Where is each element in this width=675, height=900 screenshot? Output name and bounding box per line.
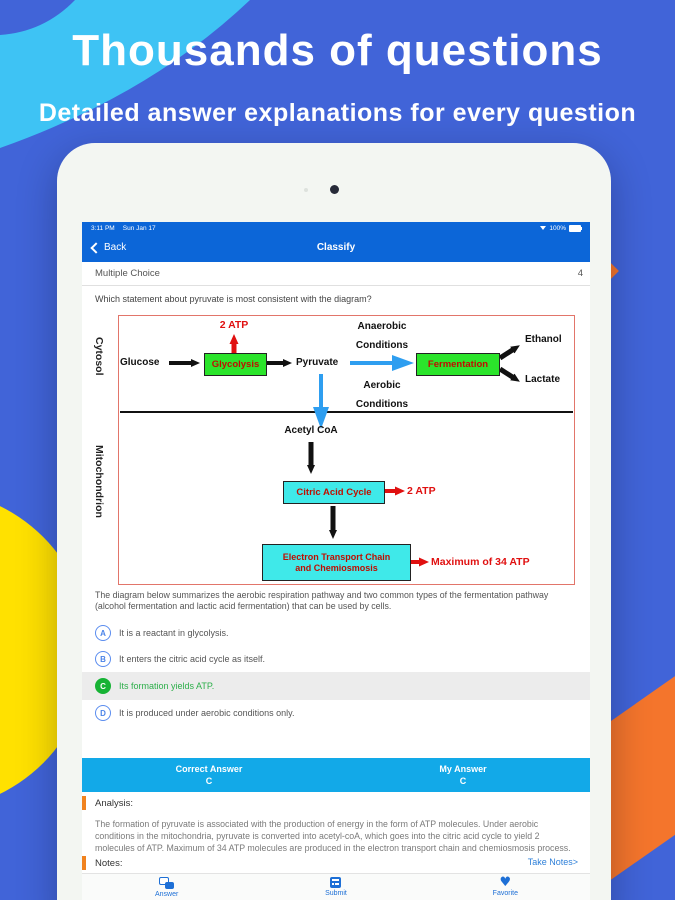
node-citric-acid-cycle: Citric Acid Cycle (283, 481, 385, 504)
question-number: 4 (577, 268, 583, 279)
node-fermentation: Fermentation (416, 353, 500, 376)
label-acetyl-coa: Acetyl CoA (284, 425, 338, 436)
question-prompt: Which statement about pyruvate is most consistent with the diagram? (95, 294, 372, 304)
question-description: The diagram below summarizes the aerobic respiration pathway and two common types of the fermentation pathway (alcohol fermentation and lactic acid fermentation) that can be used by cells. (95, 590, 549, 611)
answer-bubbles-icon (159, 877, 174, 889)
option-c-text: Its formation yields ATP. (119, 681, 215, 691)
tablet-mockup (57, 143, 611, 900)
label-ethanol: Ethanol (525, 334, 562, 345)
orange-accent-bar (82, 856, 86, 870)
analysis-heading: Analysis: (95, 797, 134, 809)
my-answer-label: My Answer (439, 764, 487, 774)
battery-percent: 100% (549, 224, 566, 232)
label-pyruvate: Pyruvate (296, 357, 339, 368)
label-aerobic-conditions: Aerobic Conditions (355, 380, 409, 410)
region-label-cytosol: Cytosol (93, 337, 105, 376)
wifi-icon (540, 226, 546, 230)
back-label: Back (104, 242, 127, 253)
notes-header (82, 854, 590, 872)
status-date: Sun Jan 17 (122, 224, 156, 232)
option-c-letter: C (95, 678, 111, 694)
option-b-text: It enters the citric acid cycle as itself. (119, 654, 266, 664)
submit-form-icon (330, 877, 341, 888)
my-answer-value: C (459, 776, 467, 786)
correct-answer-label: Correct Answer (175, 764, 243, 774)
option-b[interactable] (82, 646, 590, 672)
battery-icon (569, 225, 581, 232)
status-bar (82, 222, 590, 234)
correct-answer-value: C (205, 776, 213, 786)
option-d[interactable] (82, 700, 590, 726)
option-a[interactable] (82, 620, 590, 646)
heart-icon (499, 877, 511, 888)
tab-submit[interactable] (251, 874, 420, 900)
camera-icon (330, 185, 339, 194)
option-b-letter: B (95, 651, 111, 667)
sensor-dot (304, 188, 308, 192)
correct-answer-column (82, 758, 336, 792)
nav-bar (82, 234, 590, 262)
tab-submit-label: Submit (325, 890, 347, 897)
option-a-text: It is a reactant in glycolysis. (119, 628, 229, 638)
answer-panel (82, 758, 590, 792)
analysis-body: The formation of pyruvate is associated with the production of energy in the form of ATP molecules. Under aerobic conditions in the mitochondria, pyruvate is converted into acetyl-coA, which goes into the citric acid cycle to yield 2 molecules of ATP. Maximum of 34 ATP molecules are produced in the electron transport chain and chemiosmosis process. (95, 819, 571, 853)
label-atp-citric: 2 ATP (407, 485, 436, 497)
pathway-diagram (82, 315, 590, 585)
label-lactate: Lactate (525, 374, 561, 385)
tab-answer[interactable] (82, 874, 251, 900)
take-notes-link[interactable]: Take Notes> (527, 857, 578, 867)
app-screen (82, 222, 590, 900)
tab-answer-label: Answer (154, 891, 179, 898)
tab-bar (82, 873, 590, 900)
analysis-header (82, 794, 590, 812)
hero-subtitle: Detailed answer explanations for every question (38, 99, 637, 127)
node-electron-transport-chain: Electron Transport Chain and Chemiosmosis (262, 544, 411, 581)
question-type-label: Multiple Choice (95, 268, 160, 279)
page-title: Classify (316, 242, 356, 253)
tab-favorite-label: Favorite (492, 890, 518, 897)
option-a-letter: A (95, 625, 111, 641)
node-glycolysis: Glycolysis (204, 353, 267, 376)
option-d-text: It is produced under aerobic conditions only. (119, 708, 295, 718)
notes-heading: Notes: (95, 857, 123, 869)
label-atp-max: Maximum of 34 ATP (431, 556, 530, 568)
options-list (82, 620, 590, 726)
tab-favorite[interactable] (421, 874, 590, 900)
my-answer-column (336, 758, 590, 792)
orange-accent-bar (82, 796, 86, 810)
diagram-box (118, 315, 575, 585)
label-atp-glycolysis: 2 ATP (219, 319, 249, 331)
hero-title: Thousands of questions (72, 26, 603, 75)
region-label-mitochondrion: Mitochondrion (93, 445, 105, 518)
question-type-row (82, 262, 590, 286)
option-d-letter: D (95, 705, 111, 721)
status-time: 3:11 PM (91, 224, 115, 232)
option-c-correct[interactable] (82, 672, 590, 700)
label-anaerobic-conditions: Anaerobic Conditions (355, 321, 409, 351)
label-glucose: Glucose (120, 357, 160, 368)
